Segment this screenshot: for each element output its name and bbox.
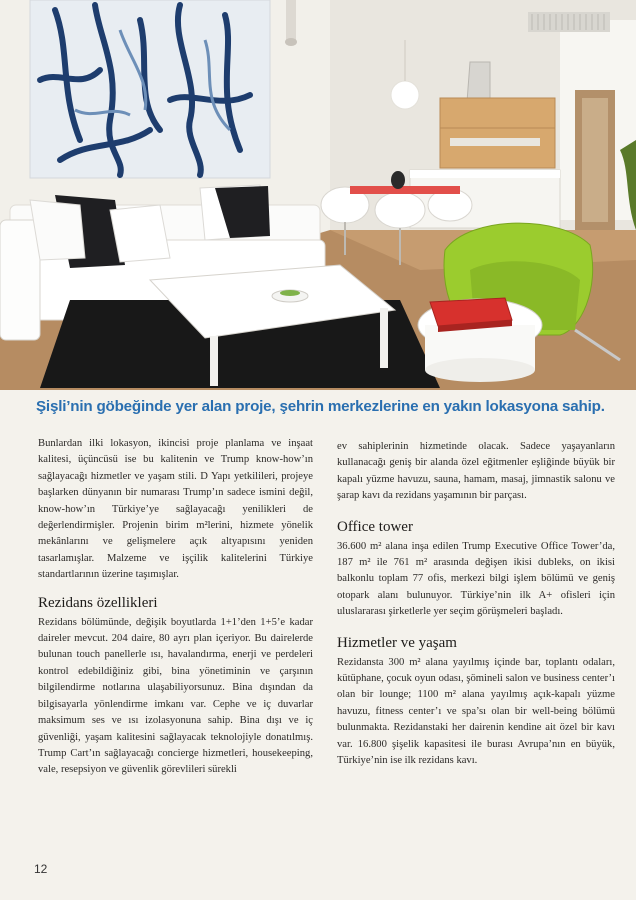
- headline: Şişli’nin göbeğinde yer alan proje, şehrin merkezlerine en yakın lokasyona sahip.: [36, 398, 605, 415]
- section-title-residence: Rezidans özellikleri: [38, 594, 158, 611]
- left-column: [38, 436, 313, 779]
- residence-paragraph: Rezidans bölümünde, değişik boyutlarda 1+1’den 1+5’e kadar daireler mevcut. 204 daire, 80 ayrı plan içeriyor. Bu dairelerde bulunan touch panellerle ısı, havalandırma, enerji ve perdeleri kontrol edebildiğiniz gibi, bina yönetiminin ve çarşının bilgilendirme notlarına ulaşabiliyorsunuz. Bina dışından da bilgisayarla yönlendirme imkanı var. Cephe ve iç duvarlar maksimum ses ve ısı izolasyonuna sahip. Bina dışı ve iç güvenliği, yaşam kalitesini sağlayacak teknolojiyle donatılmış. Trump Cart’ın sağlayacağı concierge hizmetleri, housekeeping, vale, resepsiyon ve güvenlik görevlileri sürekli: [38, 616, 313, 776]
- page-number: 12: [34, 862, 48, 876]
- services-paragraph: Rezidansta 300 m² alana yayılmış içinde bar, toplantı odaları, kütüphane, çocuk oyun odası, şömineli salon ve business center’ı olan bir lounge; 1100 m² alana yayılmış açık-kapalı yüzme havuzu, fitness center’ı ve spa’sı olan bir well-being bölümü bulunmakta. Rezidanstaki her dairenin kendine ait özel bir kavı var. 16.800 şişelik kapasitesi ile burası Avrupa’nın en büyük, Türkiye’nin ise ilk rezidans kavı.: [337, 656, 615, 767]
- section-title-office: Office tower: [337, 518, 413, 535]
- right-column: [337, 439, 615, 770]
- interior-photo: [0, 0, 636, 390]
- section-title-services: Hizmetler ve yaşam: [337, 634, 457, 651]
- office-paragraph: 36.600 m² alana inşa edilen Trump Executive Office Tower’da, 187 m² ile 761 m² arasında değişen ikisi dubleks, on ikisi balkonlu toplam 77 ofis, merkezi bilgi işlem bölümü ve geniş otopark alanı bulunuyor. Türkiye’nin ilk A+ ofisleri için uluslararası şirketlerle yer seçim görüşmeleri başladı.: [337, 540, 615, 618]
- continued-paragraph: ev sahiplerinin hizmetinde olacak. Sadece yaşayanların kullanacağı geniş bir alanda özel eğitmenler eşliğinde büyük bir kapalı yüzme havuzu, sauna, hamam, masaj, jimnastik salonu ve şarap kavı da rezidans yaşamının bir parçası.: [337, 441, 615, 502]
- intro-paragraph: Bunlardan ilki lokasyon, ikincisi proje planlama ve inşaat kalitesi, üçüncüsü ise bu kalitenin ve Trump know-how’ın sağlayacağı hizmetler ve yaşam stili. D Yapı yetkilileri, projeye başlarken dünyanın bir numarası Trump’ın sadece ismini değil, know-how’ın Türkiye’ye sağlayacağı yenilikleri de değerlendirmişler. Projenin birim m²lerini, hizmete yönelik mekânlarını ve gelişmelere açık altyapısını yeniden tasarlamışlar. Malzeme ve işçilik kalitelerini Türkiye standartlarının üzerine taşımışlar.: [38, 438, 313, 581]
